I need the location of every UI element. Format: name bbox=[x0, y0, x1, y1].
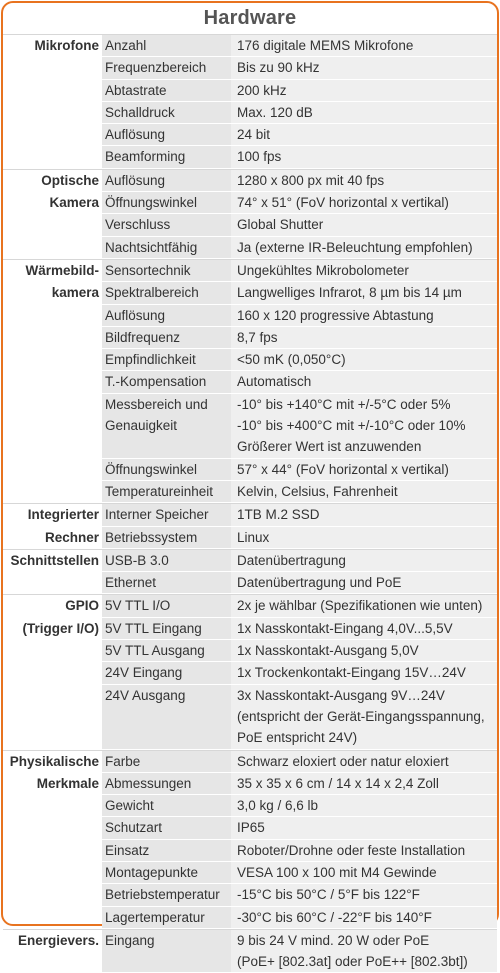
spec-label-line: Verschluss bbox=[105, 217, 171, 233]
spec-label bbox=[102, 282, 231, 304]
spec-label-line: 24V Ausgang bbox=[105, 687, 186, 703]
category-line bbox=[3, 124, 99, 145]
spec-row bbox=[3, 550, 497, 572]
spec-row bbox=[3, 481, 497, 503]
spec-label-line: 24V Eingang bbox=[105, 665, 183, 681]
category-line: Merkmale bbox=[36, 775, 99, 791]
spec-value-line: (PoE+ [802.3at] oder PoE++ [802.3bt]) bbox=[237, 954, 468, 970]
spec-value bbox=[231, 102, 497, 124]
spec-value-line: 160 x 120 progressive Abtastung bbox=[237, 307, 434, 323]
spec-label bbox=[102, 527, 231, 549]
category-line: Physikalische bbox=[9, 753, 99, 769]
spec-value-line: 74° x 51° (FoV horizontal x vertikal) bbox=[237, 195, 449, 211]
spec-value bbox=[231, 862, 497, 884]
category-line bbox=[3, 371, 99, 392]
spec-row bbox=[3, 214, 497, 236]
category-line: Kamera bbox=[49, 195, 99, 211]
spec-value bbox=[231, 327, 497, 349]
spec-value bbox=[231, 305, 497, 327]
category-label bbox=[3, 595, 102, 617]
spec-value-line: VESA 100 x 100 mit M4 Gewinde bbox=[237, 864, 437, 880]
spec-value bbox=[231, 907, 497, 929]
spec-label-line: Schalldruck bbox=[105, 104, 175, 120]
spec-label bbox=[102, 57, 231, 79]
spec-label bbox=[102, 170, 231, 192]
spec-value-line: Roboter/Drohne oder feste Installation bbox=[237, 842, 466, 858]
category-label bbox=[3, 685, 102, 750]
category-label bbox=[3, 394, 102, 459]
spec-row bbox=[3, 884, 497, 906]
spec-label bbox=[102, 662, 231, 684]
spec-label bbox=[102, 459, 231, 481]
spec-row bbox=[3, 349, 497, 371]
spec-label-line bbox=[105, 951, 231, 972]
spec-label bbox=[102, 640, 231, 662]
spec-row bbox=[3, 237, 497, 259]
spec-value-line: 1280 x 800 px mit 40 fps bbox=[237, 172, 385, 188]
category-label bbox=[3, 481, 102, 503]
spec-label bbox=[102, 862, 231, 884]
spec-label bbox=[102, 102, 231, 124]
spec-label bbox=[102, 572, 231, 594]
spec-value bbox=[231, 80, 497, 102]
spec-label bbox=[102, 504, 231, 526]
spec-label bbox=[102, 80, 231, 102]
category-line bbox=[3, 305, 99, 326]
spec-row bbox=[3, 102, 497, 124]
spec-value-line: (entspricht der Gerät-Eingangsspannung, bbox=[237, 708, 485, 724]
category-label bbox=[3, 930, 102, 973]
spec-value bbox=[231, 840, 497, 862]
category-line: Mikrofone bbox=[34, 38, 99, 53]
category-label bbox=[3, 572, 102, 594]
spec-label-line: Montagepunkte bbox=[105, 864, 199, 880]
spec-row bbox=[3, 572, 497, 594]
category-line bbox=[3, 415, 99, 436]
spec-row bbox=[3, 371, 497, 393]
category-label bbox=[3, 527, 102, 549]
category-label bbox=[3, 773, 102, 795]
spec-label-line: Temperatureinheit bbox=[105, 483, 214, 499]
category-line bbox=[3, 907, 99, 928]
spec-value bbox=[231, 124, 497, 146]
spec-label-line bbox=[105, 706, 231, 727]
spec-value-line: Automatisch bbox=[237, 374, 312, 390]
category-label bbox=[3, 80, 102, 102]
category-label bbox=[3, 305, 102, 327]
category-label bbox=[3, 260, 102, 282]
spec-label bbox=[102, 930, 231, 973]
spec-value-line: 176 digitale MEMS Mikrofone bbox=[237, 38, 414, 53]
category-line bbox=[3, 662, 99, 683]
spec-value-line: 8,7 fps bbox=[237, 329, 278, 345]
spec-value bbox=[231, 170, 497, 192]
category-line bbox=[3, 640, 99, 661]
spec-section bbox=[3, 169, 497, 259]
spec-label bbox=[102, 35, 231, 57]
spec-row bbox=[3, 618, 497, 640]
spec-label-line: Auflösung bbox=[105, 127, 166, 143]
category-line bbox=[3, 706, 99, 727]
category-line: Integrierter bbox=[27, 507, 99, 523]
spec-value-line: Linux bbox=[237, 529, 270, 545]
spec-row bbox=[3, 35, 497, 57]
spec-value-line: 200 kHz bbox=[237, 82, 287, 98]
spec-value-line: -30°C bis 60°C / -22°F bis 140°F bbox=[237, 909, 432, 925]
category-line bbox=[3, 727, 99, 748]
category-label bbox=[3, 751, 102, 773]
spec-label-line: Betriebssystem bbox=[105, 529, 198, 545]
spec-row bbox=[3, 459, 497, 481]
spec-label bbox=[102, 907, 231, 929]
spec-value-line: 1x Nasskontakt-Ausgang 5,0V bbox=[237, 643, 419, 659]
spec-label-line: Bildfrequenz bbox=[105, 329, 181, 345]
category-label bbox=[3, 907, 102, 929]
spec-value bbox=[231, 685, 497, 750]
spec-section bbox=[3, 259, 497, 503]
spec-value bbox=[231, 751, 497, 773]
category-label bbox=[3, 57, 102, 79]
spec-value-line: Größerer Wert ist anzuwenden bbox=[237, 439, 422, 455]
spec-value-line: 35 x 35 x 6 cm / 14 x 14 x 2,4 Zoll bbox=[237, 775, 439, 791]
category-line bbox=[3, 57, 99, 78]
spec-value bbox=[231, 773, 497, 795]
spec-label bbox=[102, 349, 231, 371]
spec-value-line: 1TB M.2 SSD bbox=[237, 507, 320, 523]
category-label bbox=[3, 662, 102, 684]
category-label bbox=[3, 640, 102, 662]
spec-label-line: Sensortechnik bbox=[105, 262, 191, 278]
spec-value-line: 3,0 kg / 6,6 lb bbox=[237, 798, 319, 814]
spec-value-line: Datenübertragung bbox=[237, 552, 346, 568]
spec-section bbox=[3, 503, 497, 549]
category-line bbox=[3, 862, 99, 883]
category-line bbox=[3, 817, 99, 838]
spec-row bbox=[3, 930, 497, 973]
spec-value bbox=[231, 930, 497, 973]
spec-label-line: Abmessungen bbox=[105, 775, 192, 791]
spec-label bbox=[102, 371, 231, 393]
spec-value-line: Ja (externe IR-Beleuchtung empfohlen) bbox=[237, 239, 473, 255]
category-label bbox=[3, 862, 102, 884]
spec-label-line: Öffnungswinkel bbox=[105, 461, 198, 477]
spec-value bbox=[231, 795, 497, 817]
spec-value-line: 24 bit bbox=[237, 127, 271, 143]
spec-row bbox=[3, 80, 497, 102]
category-label bbox=[3, 884, 102, 906]
category-line bbox=[3, 884, 99, 905]
spec-label bbox=[102, 884, 231, 906]
category-line bbox=[3, 146, 99, 167]
spec-label-line: Gewicht bbox=[105, 798, 154, 814]
spec-section bbox=[3, 929, 497, 973]
spec-value-line: 1x Nasskontakt-Eingang 4,0V...5,5V bbox=[237, 620, 453, 636]
spec-value-line: PoE entspricht 24V) bbox=[237, 730, 358, 746]
spec-label bbox=[102, 618, 231, 640]
spec-label-line: Messbereich und bbox=[105, 396, 208, 412]
spec-value-line: 100 fps bbox=[237, 149, 282, 165]
category-label bbox=[3, 102, 102, 124]
spec-value bbox=[231, 459, 497, 481]
spec-value bbox=[231, 527, 497, 549]
spec-value bbox=[231, 817, 497, 839]
spec-row bbox=[3, 57, 497, 79]
spec-value bbox=[231, 35, 497, 57]
spec-row bbox=[3, 282, 497, 304]
spec-value-line: 2x je wählbar (Spezifikationen wie unten) bbox=[237, 598, 483, 614]
category-label bbox=[3, 550, 102, 572]
spec-value-line: Datenübertragung und PoE bbox=[237, 575, 402, 591]
spec-row bbox=[3, 394, 497, 459]
spec-label-line: Einsatz bbox=[105, 842, 150, 858]
spec-label-line: Betriebstemperatur bbox=[105, 887, 220, 903]
spec-label bbox=[102, 327, 231, 349]
spec-value bbox=[231, 662, 497, 684]
spec-label-line: Abtastrate bbox=[105, 82, 167, 98]
category-label bbox=[3, 371, 102, 393]
spec-row bbox=[3, 504, 497, 526]
spec-section bbox=[3, 750, 497, 929]
spec-label-line: Lagertemperatur bbox=[105, 909, 205, 925]
spec-label-line: USB-B 3.0 bbox=[105, 552, 169, 568]
spec-label bbox=[102, 124, 231, 146]
category-label bbox=[3, 327, 102, 349]
spec-value-line: 57° x 44° (FoV horizontal x vertikal) bbox=[237, 461, 449, 477]
category-label bbox=[3, 795, 102, 817]
spec-value-line: 9 bis 24 V mind. 20 W oder PoE bbox=[237, 932, 430, 948]
spec-row bbox=[3, 795, 497, 817]
spec-label-line: Empfindlichkeit bbox=[105, 352, 196, 368]
spec-label-line: Farbe bbox=[105, 753, 141, 769]
category-label bbox=[3, 124, 102, 146]
spec-value bbox=[231, 394, 497, 459]
category-line bbox=[3, 795, 99, 816]
spec-row bbox=[3, 840, 497, 862]
spec-label-line: Eingang bbox=[105, 932, 155, 948]
spec-row bbox=[3, 327, 497, 349]
spec-row bbox=[3, 124, 497, 146]
spec-row bbox=[3, 260, 497, 282]
spec-label bbox=[102, 550, 231, 572]
category-line bbox=[3, 102, 99, 123]
category-line: (Trigger I/O) bbox=[22, 620, 99, 636]
hardware-spec-card bbox=[1, 1, 499, 970]
spec-value bbox=[231, 192, 497, 214]
category-line bbox=[3, 349, 99, 370]
spec-value bbox=[231, 572, 497, 594]
spec-label bbox=[102, 685, 231, 750]
spec-value-line: Kelvin, Celsius, Fahrenheit bbox=[237, 483, 398, 499]
category-line bbox=[3, 685, 99, 706]
spec-row bbox=[3, 595, 497, 617]
category-label bbox=[3, 192, 102, 214]
spec-value bbox=[231, 146, 497, 168]
category-line bbox=[3, 481, 99, 502]
category-label bbox=[3, 35, 102, 57]
spec-value bbox=[231, 884, 497, 906]
category-label bbox=[3, 237, 102, 259]
spec-label bbox=[102, 146, 231, 168]
spec-value bbox=[231, 550, 497, 572]
spec-row bbox=[3, 907, 497, 929]
spec-label bbox=[102, 214, 231, 236]
spec-row bbox=[3, 751, 497, 773]
spec-value bbox=[231, 57, 497, 79]
spec-value-line: -10° bis +400°C mit +/-10°C oder 10% bbox=[237, 418, 466, 434]
spec-value bbox=[231, 260, 497, 282]
spec-label-line: 5V TTL I/O bbox=[105, 598, 171, 614]
category-line: Energievers. bbox=[17, 932, 99, 948]
category-line bbox=[3, 436, 99, 457]
spec-row bbox=[3, 817, 497, 839]
category-label bbox=[3, 214, 102, 236]
spec-value bbox=[231, 214, 497, 236]
spec-label-line: 5V TTL Ausgang bbox=[105, 643, 205, 659]
category-line bbox=[3, 327, 99, 348]
spec-value bbox=[231, 237, 497, 259]
category-label bbox=[3, 282, 102, 304]
spec-label-line: Ethernet bbox=[105, 575, 157, 591]
spec-label-line bbox=[105, 436, 231, 457]
category-label bbox=[3, 146, 102, 168]
spec-row bbox=[3, 685, 497, 750]
spec-label-line: Frequenzbereich bbox=[105, 60, 207, 76]
spec-value bbox=[231, 349, 497, 371]
category-label bbox=[3, 349, 102, 371]
category-line bbox=[3, 237, 99, 258]
category-line: Optische bbox=[41, 172, 99, 188]
table-title: Hardware bbox=[203, 7, 297, 29]
spec-label bbox=[102, 481, 231, 503]
spec-section bbox=[3, 594, 497, 749]
category-line bbox=[3, 572, 99, 593]
spec-row bbox=[3, 170, 497, 192]
spec-value bbox=[231, 618, 497, 640]
category-line bbox=[3, 214, 99, 235]
spec-row bbox=[3, 862, 497, 884]
spec-table bbox=[3, 34, 497, 973]
spec-value-line: Langwelliges Infrarot, 8 µm bis 14 µm bbox=[237, 285, 462, 301]
category-label bbox=[3, 459, 102, 481]
category-label bbox=[3, 817, 102, 839]
spec-label bbox=[102, 595, 231, 617]
spec-value bbox=[231, 504, 497, 526]
category-line bbox=[3, 951, 99, 972]
spec-label bbox=[102, 305, 231, 327]
spec-label bbox=[102, 773, 231, 795]
spec-value-line: IP65 bbox=[237, 820, 265, 836]
spec-row bbox=[3, 640, 497, 662]
spec-row bbox=[3, 773, 497, 795]
category-label bbox=[3, 504, 102, 526]
spec-value-line: -10° bis +140°C mit +/-5°C oder 5% bbox=[237, 396, 451, 412]
spec-value bbox=[231, 371, 497, 393]
spec-row bbox=[3, 192, 497, 214]
spec-label bbox=[102, 260, 231, 282]
spec-value-line: Max. 120 dB bbox=[237, 104, 313, 120]
spec-label bbox=[102, 840, 231, 862]
spec-value-line: Schwarz eloxiert oder natur eloxiert bbox=[237, 753, 449, 769]
spec-value-line: <50 mK (0,050°C) bbox=[237, 352, 346, 368]
category-line bbox=[3, 394, 99, 415]
spec-label-line: Öffnungswinkel bbox=[105, 195, 198, 211]
spec-label-line: Auflösung bbox=[105, 307, 166, 323]
spec-label bbox=[102, 192, 231, 214]
spec-label-line: Anzahl bbox=[105, 38, 147, 53]
category-line: kamera bbox=[51, 285, 99, 301]
category-label bbox=[3, 618, 102, 640]
spec-value-line: -15°C bis 50°C / 5°F bis 122°F bbox=[237, 887, 420, 903]
category-label bbox=[3, 170, 102, 192]
category-line: GPIO bbox=[65, 598, 99, 614]
spec-label-line: Schutzart bbox=[105, 820, 163, 836]
category-line: Wärmebild- bbox=[25, 262, 99, 278]
spec-value-line: 3x Nasskontakt-Ausgang 9V…24V bbox=[237, 687, 445, 703]
spec-section bbox=[3, 549, 497, 595]
spec-label-line: Spektralbereich bbox=[105, 285, 199, 301]
spec-value bbox=[231, 595, 497, 617]
spec-label bbox=[102, 817, 231, 839]
spec-row bbox=[3, 146, 497, 168]
spec-row bbox=[3, 527, 497, 549]
spec-label-line: T.-Kompensation bbox=[105, 374, 207, 390]
spec-value-line: Ungekühltes Mikrobolometer bbox=[237, 262, 409, 278]
category-line bbox=[3, 840, 99, 861]
spec-label bbox=[102, 394, 231, 459]
spec-value-line: 1x Trockenkontakt-Eingang 15V…24V bbox=[237, 665, 466, 681]
spec-value bbox=[231, 481, 497, 503]
spec-label bbox=[102, 751, 231, 773]
spec-label-line: Beamforming bbox=[105, 149, 186, 165]
spec-label-line: Genauigkeit bbox=[105, 418, 178, 434]
spec-value bbox=[231, 640, 497, 662]
spec-row bbox=[3, 662, 497, 684]
spec-label-line: Interner Speicher bbox=[105, 507, 209, 523]
spec-row bbox=[3, 305, 497, 327]
category-line bbox=[3, 80, 99, 101]
spec-value bbox=[231, 282, 497, 304]
spec-label bbox=[102, 795, 231, 817]
spec-label bbox=[102, 237, 231, 259]
spec-value-line: Global Shutter bbox=[237, 217, 324, 233]
category-label bbox=[3, 840, 102, 862]
spec-label-line: Nachtsichtfähig bbox=[105, 239, 198, 255]
category-line: Rechner bbox=[44, 529, 99, 545]
category-line bbox=[3, 459, 99, 480]
spec-label-line: Auflösung bbox=[105, 172, 166, 188]
spec-label-line bbox=[105, 727, 231, 748]
category-line: Schnittstellen bbox=[10, 552, 99, 568]
spec-value-line: Bis zu 90 kHz bbox=[237, 60, 320, 76]
spec-section bbox=[3, 34, 497, 169]
spec-label-line: 5V TTL Eingang bbox=[105, 620, 202, 636]
